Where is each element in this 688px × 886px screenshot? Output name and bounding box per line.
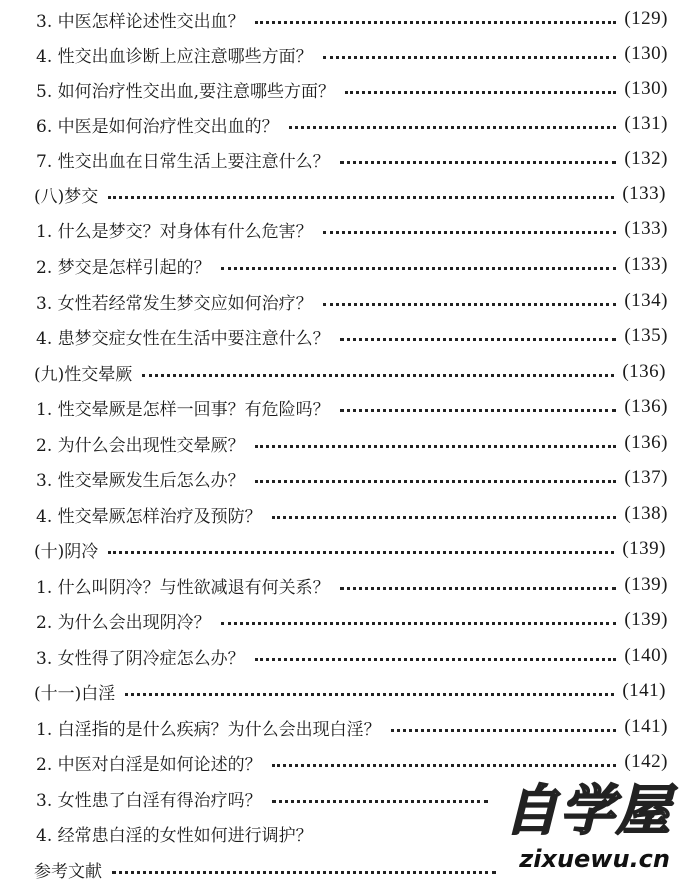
toc-section-title: (十一)白淫: [34, 683, 116, 704]
toc-page: (135): [624, 325, 668, 346]
toc-page: (142): [624, 751, 668, 772]
watermark-logo: [488, 768, 678, 873]
toc-section-row[interactable]: [34, 532, 666, 566]
toc-title: 7. 性交出血在日常生活上要注意什么？: [36, 151, 330, 172]
toc-row[interactable]: [36, 781, 496, 815]
toc-section-row[interactable]: [34, 177, 666, 211]
toc-title: 2. 中医对白淫是如何论述的？: [36, 754, 262, 775]
toc-row[interactable]: [36, 2, 668, 36]
toc-section-title: (十)阴冷: [34, 541, 99, 562]
toc-title: 2. 为什么会出现阴冷？: [36, 612, 211, 633]
toc-page: (138): [624, 503, 668, 524]
toc-page: (133): [624, 254, 668, 275]
toc-row[interactable]: [36, 710, 668, 744]
toc-title: 3. 性交晕厥发生后怎么办？: [36, 470, 245, 491]
toc-row[interactable]: [36, 639, 668, 673]
toc-row[interactable]: [36, 390, 668, 424]
toc-section-title: (八)梦交: [34, 186, 99, 207]
dot-leader: [255, 445, 617, 448]
dot-leader: [112, 871, 496, 874]
dot-leader: [340, 409, 617, 412]
toc-page: (136): [624, 432, 668, 453]
watermark-url-text: zixuewu.cn: [519, 845, 670, 873]
toc-row[interactable]: [36, 461, 668, 495]
dot-leader: [142, 374, 614, 377]
toc-row[interactable]: [36, 568, 668, 602]
dot-leader: [125, 693, 614, 696]
toc-title: 3. 中医怎样论述性交出血？: [36, 11, 245, 32]
toc-title: 5. 如何治疗性交出血,要注意哪些方面？: [36, 81, 336, 102]
toc-page: (139): [624, 609, 668, 630]
toc-title: 2. 为什么会出现性交晕厥？: [36, 435, 245, 456]
dot-leader: [221, 622, 617, 625]
toc-title: 1. 什么是梦交？对身体有什么危害？: [36, 221, 313, 242]
dot-leader: [255, 658, 617, 661]
toc-page: (141): [622, 680, 666, 701]
dot-leader: [340, 587, 617, 590]
toc-page: (133): [622, 183, 666, 204]
dot-leader: [323, 303, 617, 306]
toc-section-row[interactable]: [34, 355, 666, 389]
toc-row[interactable]: [36, 107, 668, 141]
toc-row[interactable]: [36, 319, 668, 353]
toc-page: (140): [624, 645, 668, 666]
toc-page: (132): [624, 148, 668, 169]
toc-row[interactable]: [36, 248, 668, 282]
toc-page: (136): [622, 361, 666, 382]
toc-section-row[interactable]: [34, 674, 666, 708]
toc-title: 4. 性交出血诊断上应注意哪些方面？: [36, 46, 313, 67]
toc-page: (139): [622, 538, 666, 559]
toc-title: 3. 女性患了白淫有得治疗吗？: [36, 790, 262, 811]
toc-row[interactable]: [36, 37, 668, 71]
dot-leader: [108, 551, 614, 554]
dot-leader: [221, 267, 617, 270]
toc-title: 2. 梦交是怎样引起的？: [36, 257, 211, 278]
toc-page: (131): [624, 113, 668, 134]
toc-page: (134): [624, 290, 668, 311]
toc-title: 1. 白淫指的是什么疾病？为什么会出现白淫？: [36, 719, 381, 740]
dot-leader: [391, 729, 617, 732]
toc-row[interactable]: [36, 72, 668, 106]
toc-page: (130): [624, 43, 668, 64]
dot-leader: [340, 338, 617, 341]
toc-title: 4. 患梦交症女性在生活中要注意什么？: [36, 328, 330, 349]
toc-title: 4. 性交晕厥怎样治疗及预防？: [36, 506, 262, 527]
dot-leader: [345, 91, 616, 94]
watermark-cn-text: 自学屋: [504, 779, 672, 842]
dot-leader: [323, 231, 617, 234]
toc-page: (136): [624, 396, 668, 417]
toc-title: 3. 女性得了阴冷症怎么办？: [36, 648, 245, 669]
dot-leader: [255, 480, 617, 483]
toc-row[interactable]: [36, 284, 668, 318]
dot-leader: [340, 161, 617, 164]
dot-leader: [272, 516, 617, 519]
toc-section-title: (九)性交晕厥: [34, 364, 133, 385]
toc-page: (137): [624, 467, 668, 488]
toc-title: 6. 中医是如何治疗性交出血的？: [36, 116, 279, 137]
toc-page: (139): [624, 574, 668, 595]
dot-leader: [272, 764, 617, 767]
toc-page: (129): [624, 8, 668, 29]
toc-page: (141): [624, 716, 668, 737]
dot-leader: [108, 196, 614, 199]
toc-title: 1. 性交晕厥是怎样一回事？有危险吗？: [36, 399, 330, 420]
toc-row[interactable]: [36, 497, 668, 531]
toc-row[interactable]: [36, 212, 668, 246]
toc-section-title: 参考文献: [34, 861, 102, 882]
toc-row[interactable]: [36, 603, 668, 637]
dot-leader: [272, 800, 488, 803]
dot-leader: [255, 21, 617, 24]
toc-page: (130): [624, 78, 668, 99]
toc-page: (133): [624, 218, 668, 239]
toc-row[interactable]: [36, 816, 366, 850]
toc-row[interactable]: [36, 142, 668, 176]
toc-title: 4. 经常患白淫的女性如何进行调护？: [36, 825, 313, 846]
dot-leader: [289, 126, 617, 129]
toc-title: 3. 女性若经常发生梦交应如何治疗？: [36, 293, 313, 314]
toc-row[interactable]: [36, 426, 668, 460]
toc-title: 1. 什么叫阴冷？与性欲减退有何关系？: [36, 577, 330, 598]
dot-leader: [323, 56, 617, 59]
